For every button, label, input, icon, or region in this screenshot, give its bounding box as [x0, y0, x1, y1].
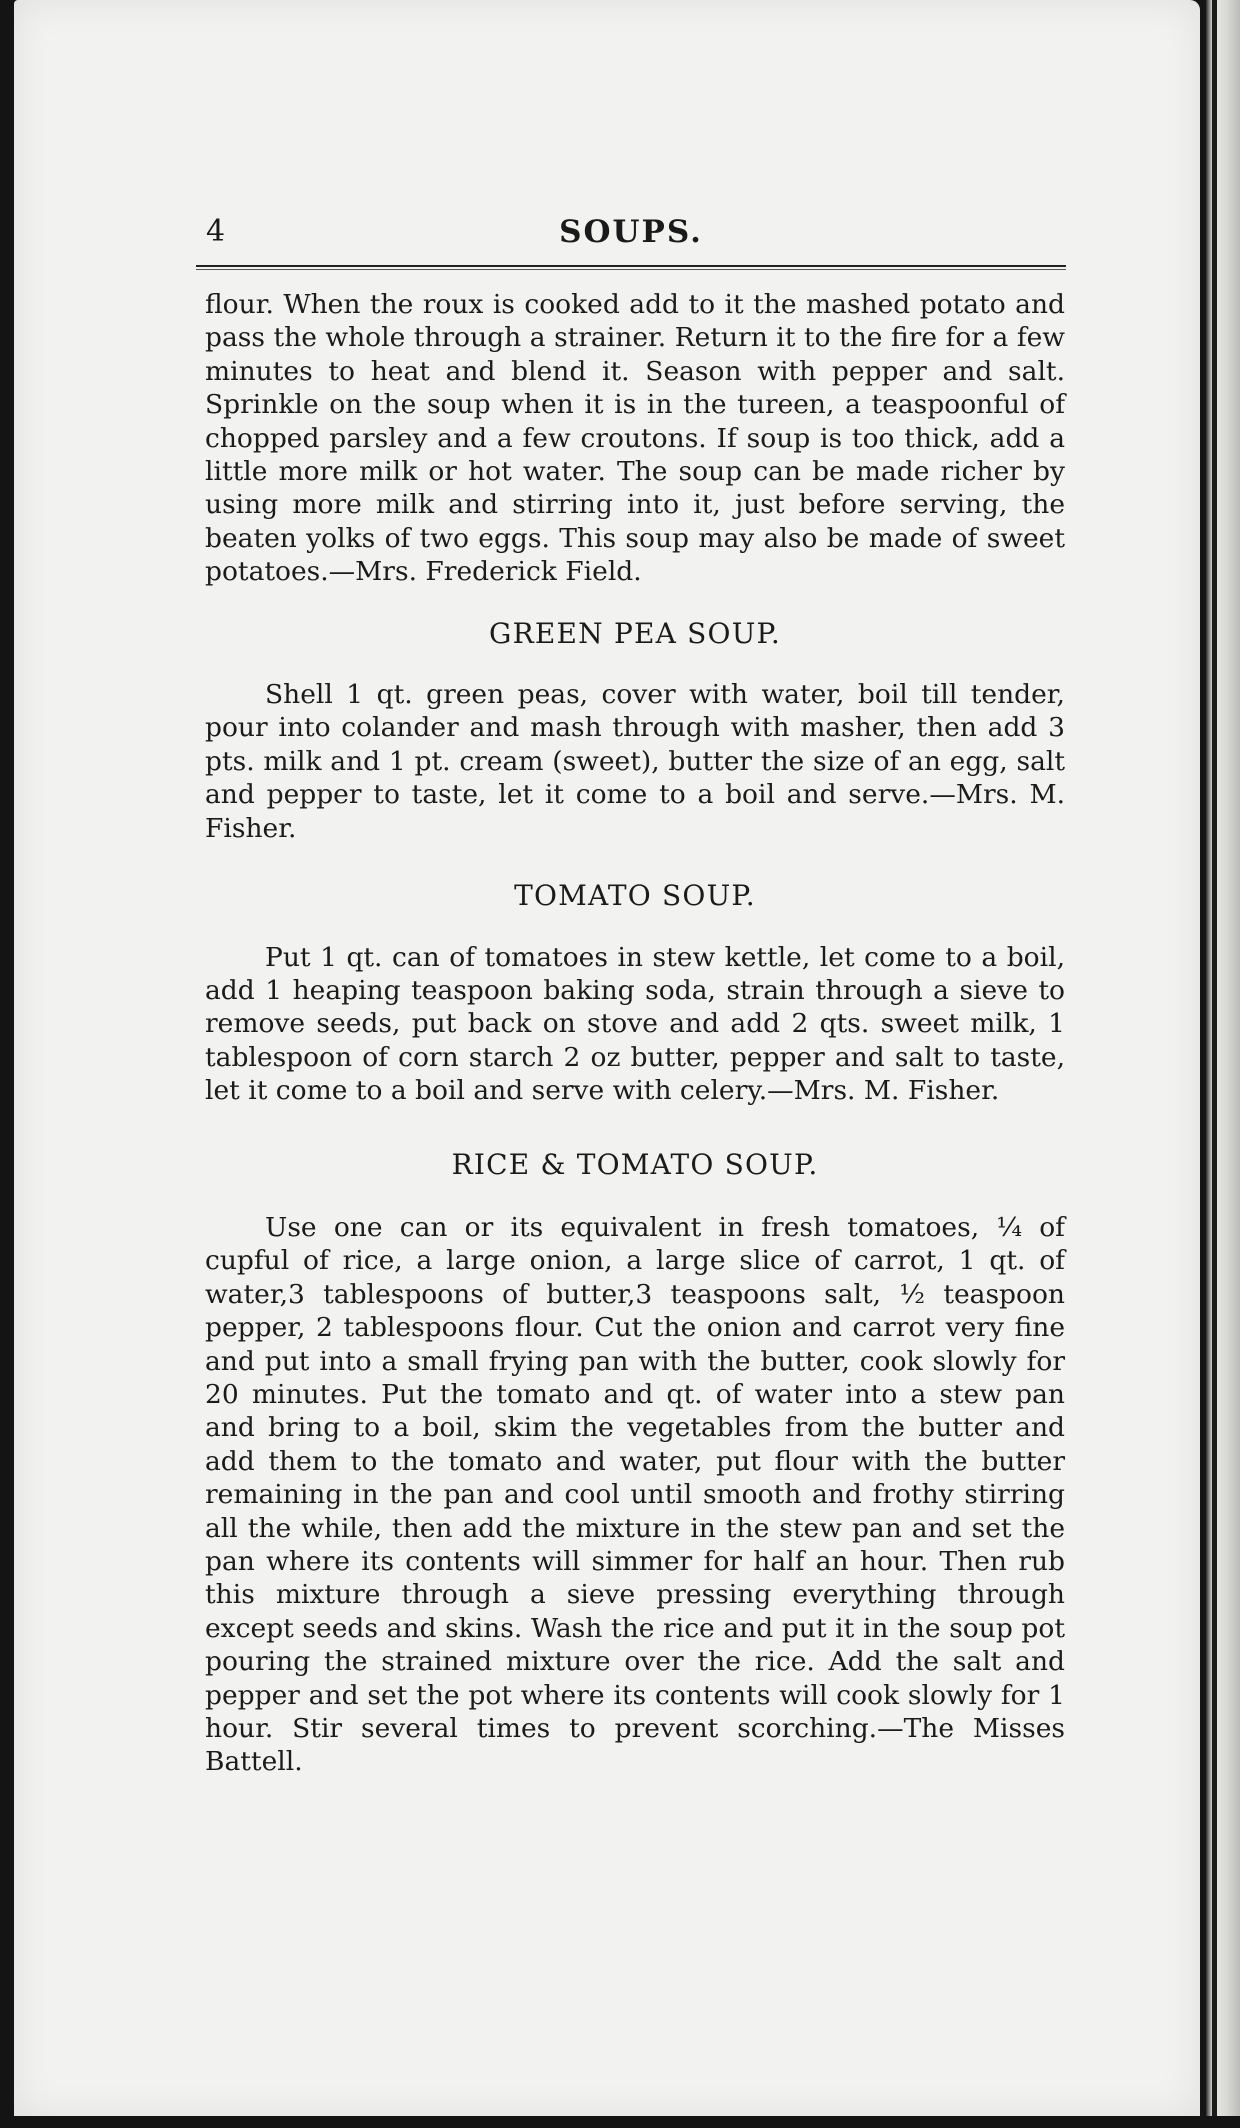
running-head: SOUPS. [559, 214, 703, 250]
page-edge [1206, 0, 1240, 2128]
page-number: 4 [206, 214, 226, 249]
page-header [196, 214, 1066, 264]
recipe-title-rice-tomato-soup: RICE & TOMATO SOUP. [451, 1147, 819, 1181]
recipe-body-rice-tomato-soup: Use one can or its equivalent in fresh tomatoes, ¼ of cupful of rice, a large onion, a large slice of carrot, 1 qt. of water,3 tablespoons of butter,3 teaspoons salt, ½ teaspoon pepper, 2 tablespoons flour. Cut the onion and carrot very fine and put into a small frying pan with the butter, cook slowly for 20 minutes. Put the tomato and qt. of water into a stew pan and bring to a boil, skim the vegetables from the butter and add them to the tomato and water, put flour with the butter remaining in the pan and cool until smooth and frothy stirring all the while, then add the mixture in the stew pan and set the pan where its contents will simmer for half an hour. Then rub this mixture through a sieve pressing everything through except seeds and skins. Wash the rice and put it in the soup pot pouring the strained mixture over the rice. Add the salt and pepper and set the pot where its contents will cook slowly for 1 hour. Stir several times to prevent scorching.—The Misses Battell. [205, 1211, 1065, 1778]
recipe-title-tomato-soup: TOMATO SOUP. [514, 879, 756, 913]
intro-paragraph: flour. When the roux is cooked add to it the mashed potato and pass the whole through a strainer. Return it to the fire for a few minutes to heat and blend it. Season with pepper and salt. Sprinkle on the soup when it is in the tureen, a teaspoonful of chopped parsley and a few croutons. If soup is too thick, add a little more milk or hot water. The soup can be made richer by using more milk and stirring into it, just before serving, the beaten yolks of two eggs. This soup may also be made of sweet potatoes.—Mrs. Frederick Field. [205, 289, 1065, 588]
page-content [205, 288, 1065, 1779]
header-rule [196, 265, 1066, 270]
recipe-body-tomato-soup: Put 1 qt. can of tomatoes in stew kettle, let come to a boil, add 1 heaping teaspoon baking soda, strain through a sieve to remove seeds, put back on stove and add 2 qts. sweet milk, 1 tablespoon of corn starch 2 oz butter, pepper and salt to taste, let it come to a boil and serve with celery.—Mrs. M. Fisher. [205, 941, 1065, 1107]
recipe-body-green-pea-soup: Shell 1 qt. green peas, cover with water, boil till tender, pour into colander and mash through with masher, then add 3 pts. milk and 1 pt. cream (sweet), butter the size of an egg, salt and pepper to taste, let it come to a boil and serve.—Mrs. M. Fisher. [205, 679, 1065, 844]
recipe-title-green-pea-soup: GREEN PEA SOUP. [489, 616, 781, 650]
bottom-edge [0, 2116, 1240, 2128]
